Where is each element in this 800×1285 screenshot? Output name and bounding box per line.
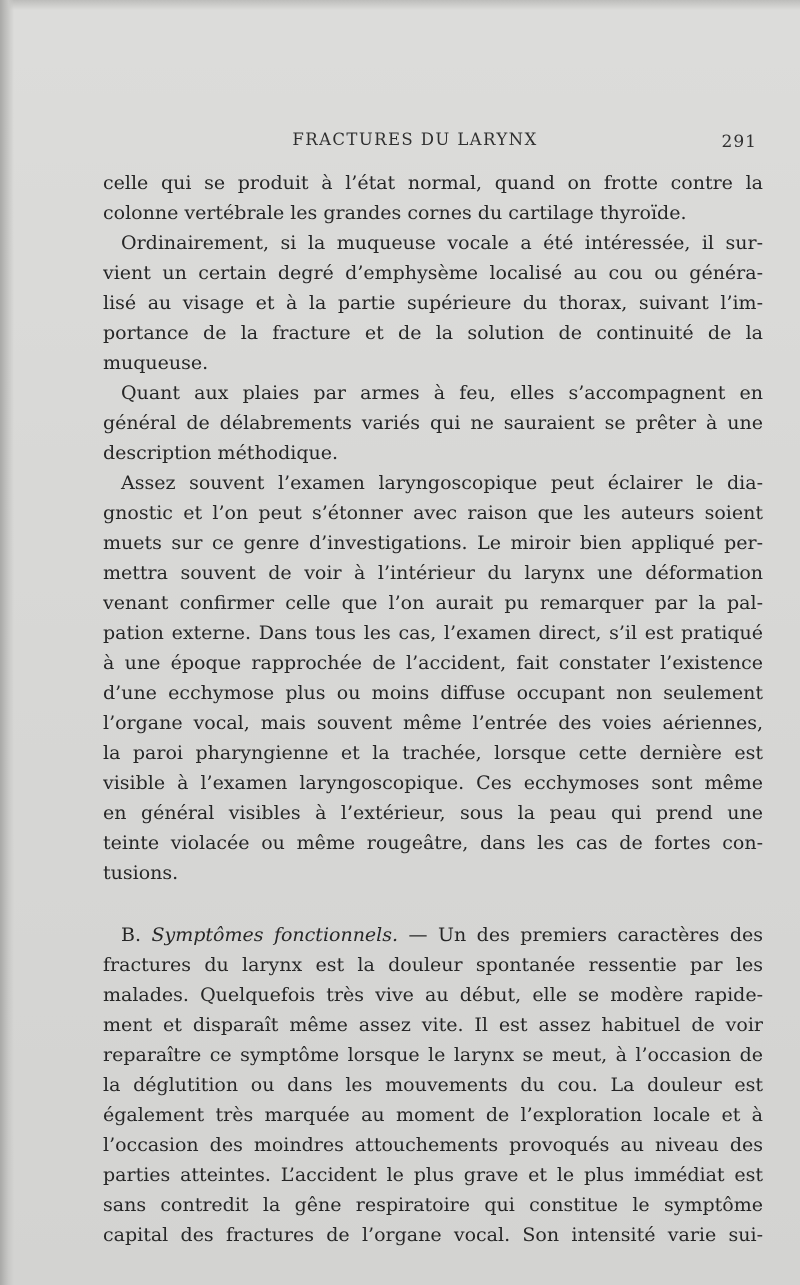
page-number: 291 <box>721 132 757 152</box>
text-line: général de délabrements variés qui ne sauraient se prêter à une <box>103 412 763 434</box>
text-line: vient un certain degré d’emphysème localisé au cou ou généra- <box>103 262 763 284</box>
running-title: FRACTURES DU LARYNX <box>292 130 538 149</box>
section-label: B. <box>121 924 142 946</box>
text-line: Ordinairement, si la muqueuse vocale a été intéressée, il sur- <box>121 232 763 254</box>
text-line: reparaître ce symptôme lorsque le larynx se meut, à l’occasion de <box>103 1044 763 1066</box>
text-line: celle qui se produit à l’état normal, quand on frotte contre la <box>103 172 763 194</box>
section-title: Symptômes fonctionnels. <box>151 924 399 946</box>
text-line: fractures du larynx est la douleur spontanée ressentie par les <box>103 954 763 976</box>
text-line: description méthodique. <box>103 442 339 464</box>
section-lead-line <box>103 920 763 950</box>
text-line: pation externe. Dans tous les cas, l’examen direct, s’il est pratiqué <box>103 622 763 644</box>
text-line: lisé au visage et à la partie supérieure du thorax, suivant l’im- <box>103 292 763 314</box>
text-line: l’occasion des moindres attouchements provoqués au niveau des <box>103 1134 763 1156</box>
text-line: capital des fractures de l’organe vocal. Son intensité varie sui- <box>103 1224 763 1246</box>
page-binding-shadow <box>0 0 14 1285</box>
page-top-shadow <box>0 0 800 10</box>
text-line: gnostic et l’on peut s’étonner avec raison que les auteurs soient <box>103 502 763 524</box>
text-line: Assez souvent l’examen laryngoscopique peut éclairer le dia- <box>121 472 763 494</box>
text-line: mettra souvent de voir à l’intérieur du larynx une déformation <box>103 562 763 584</box>
text-line: la paroi pharyngienne et la trachée, lorsque cette dernière est <box>103 742 763 764</box>
text-line: la déglutition ou dans les mouvements du cou. La douleur est <box>103 1074 763 1096</box>
text-line: venant confirmer celle que l’on aurait pu remarquer par la pal- <box>103 592 763 614</box>
text-line: colonne vertébrale les grandes cornes du cartilage thyroïde. <box>103 202 687 224</box>
text-line: sans contredit la gêne respiratoire qui constitue le symptôme <box>103 1194 763 1216</box>
text-line: muqueuse. <box>103 352 209 374</box>
body-text <box>103 168 763 1250</box>
text-line: d’une ecchymose plus ou moins diffuse occupant non seulement <box>103 682 763 704</box>
section-lead-text: — Un des premiers caractères des <box>398 924 763 946</box>
text-line: à une époque rapprochée de l’accident, fait constater l’existence <box>103 652 763 674</box>
running-head <box>100 128 765 154</box>
section-gap <box>103 888 763 920</box>
text-line: parties atteintes. L’accident le plus grave et le plus immédiat est <box>103 1164 763 1186</box>
text-line: teinte violacée ou même rougeâtre, dans les cas de fortes con- <box>103 832 763 854</box>
text-line: Quant aux plaies par armes à feu, elles s’accompagnent en <box>121 382 763 404</box>
text-line: ment et disparaît même assez vite. Il est assez habituel de voir <box>103 1014 763 1036</box>
text-line: en général visibles à l’extérieur, sous la peau qui prend une <box>103 802 763 824</box>
text-line: muets sur ce genre d’investigations. Le miroir bien appliqué per- <box>103 532 763 554</box>
text-line: tusions. <box>103 862 179 884</box>
text-line: portance de la fracture et de la solution de continuité de la <box>103 322 763 344</box>
text-line: malades. Quelquefois très vive au début, elle se modère rapide- <box>103 984 763 1006</box>
text-line: également très marquée au moment de l’exploration locale et à <box>103 1104 763 1126</box>
text-line: l’organe vocal, mais souvent même l’entrée des voies aériennes, <box>103 712 763 734</box>
text-line: visible à l’examen laryngoscopique. Ces ecchymoses sont même <box>103 772 763 794</box>
